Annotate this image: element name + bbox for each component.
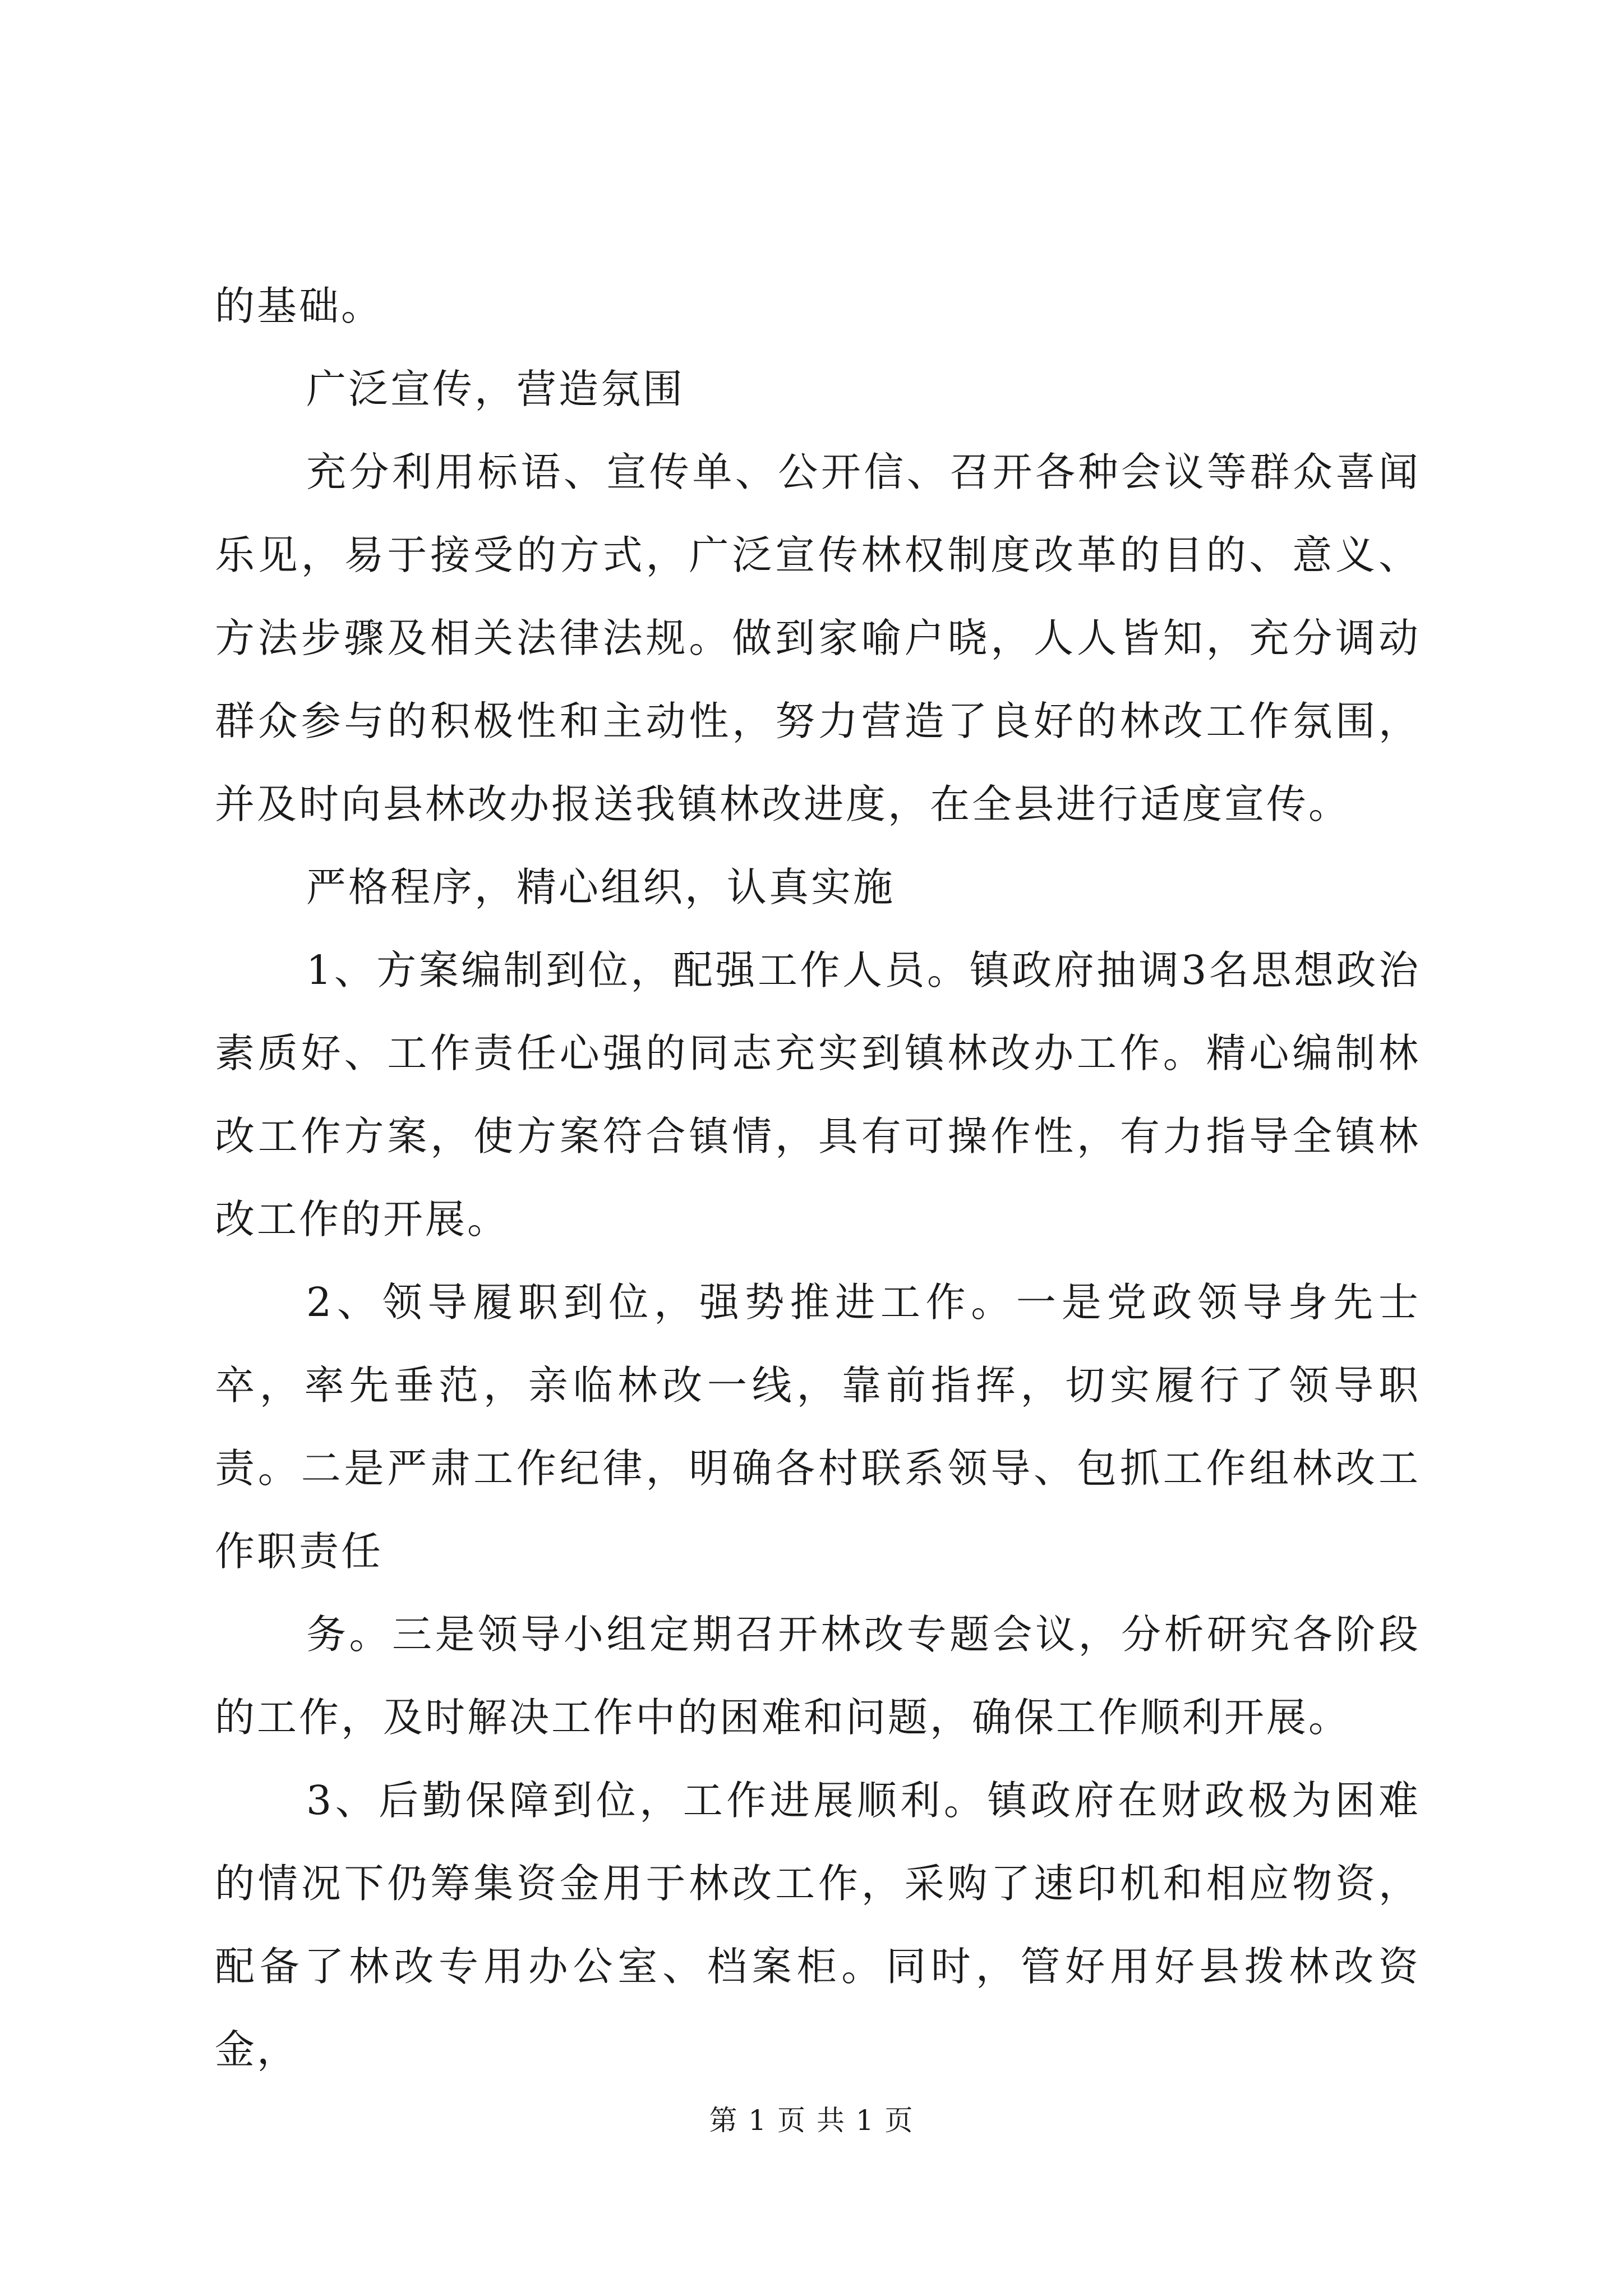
document-body [215,265,1421,2091]
page-footer: 第 1 页 共 1 页 [709,2104,914,2137]
paragraph-6: 2、领导履职到位，强势推进工作。一是党政领导身先士卒，率先垂范，亲临林改一线，靠前指挥，切实履行了领导职责。二是严肃工作纪律，明确各村联系领导、包抓工作组林改工作职责任 [215,1279,1421,1575]
paragraph-3: 充分利用标语、宣传单、公开信、召开各种会议等群众喜闻乐见，易于接受的方式，广泛宣传林权制度改革的目的、意义、方法步骤及相关法律法规。做到家喻户晓，人人皆知，充分调动群众参与的积极性和主动性，努力营造了良好的林改工作氛围，并及时向县林改办报送我镇林改进度，在全县进行适度宣传。 [215,449,1421,827]
paragraph-1: 的基础。 [215,283,384,329]
paragraph-5: 1、方案编制到位，配强工作人员。镇政府抽调3名思想政治素质好、工作责任心强的同志充实到镇林改办工作。精心编制林改工作方案，使方案符合镇情，具有可操作性，有力指导全镇林改工作的开展。 [215,947,1421,1243]
paragraph-7: 务。三是领导小组定期召开林改专题会议，分析研究各阶段的工作，及时解决工作中的困难和问题，确保工作顺利开展。 [215,1611,1421,1741]
section-heading-publicity: 广泛宣传，营造氛围 [306,366,685,412]
section-heading-procedure: 严格程序，精心组织，认真实施 [306,864,896,910]
paragraph-8: 3、后勤保障到位，工作进展顺利。镇政府在财政极为困难的情况下仍筹集资金用于林改工作，采购了速印机和相应物资，配备了林改专用办公室、档案柜。同时，管好用好县拨林改资金， [215,1777,1421,2073]
